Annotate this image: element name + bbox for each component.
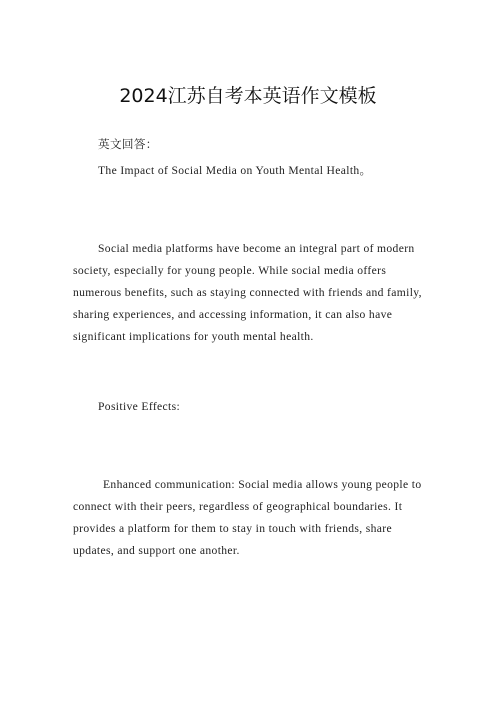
answer-label: 英文回答： [98,138,158,151]
body-paragraph: Enhanced communication: Social media allows young people to connect with their peers, regardless of geographical boundaries. It provides a platform for them to stay in touch with friends, share updates, and support one another. [73,478,422,557]
document-title: 2024江苏自考本英语作文模板 [119,85,377,107]
essay-heading: The Impact of Social Media on Youth Mental Health。 [98,164,372,177]
intro-paragraph: Social media platforms have become an integral part of modern society, especially for young people. While social media offers numerous benefits, such as staying connected with friends and family, sharing experiences, and accessing information, it can also have significant implications for youth mental health. [73,242,422,343]
section-heading: Positive Effects: [98,400,181,413]
